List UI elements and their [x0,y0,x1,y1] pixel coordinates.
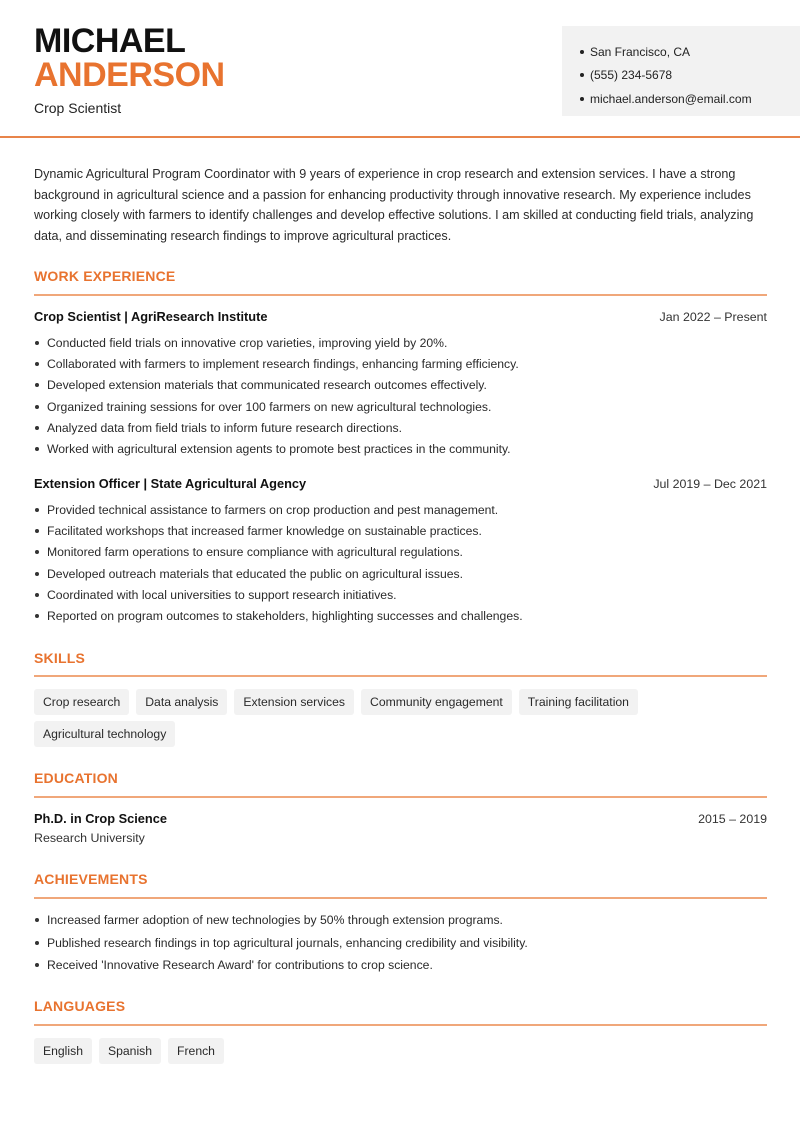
bullet-icon [35,341,39,345]
bullet-icon [35,362,39,366]
list-item-text: Analyzed data from field trials to inform future research directions. [47,420,402,435]
bullet-icon [35,941,39,945]
list-item-text: Coordinated with local universities to support research initiatives. [47,587,397,602]
bullet-icon [580,73,584,77]
list-item-text: Monitored farm operations to ensure compliance with agricultural regulations. [47,545,463,560]
school-name: Research University [34,831,145,845]
list-item [34,396,767,417]
list-item [34,520,767,541]
language-tag: French [168,1038,224,1064]
list-item [34,375,767,396]
bullet-icon [35,963,39,967]
job-date: Jan 2022 – Present [659,309,767,324]
job-role: Crop Scientist | AgriResearch Institute [34,309,268,324]
list-item [34,438,767,459]
bullet-icon [35,508,39,512]
bullet-icon [35,550,39,554]
job-header [34,476,767,491]
contact-phone [580,64,800,88]
list-item [34,932,767,955]
language-tag: English [34,1038,92,1064]
job-title: Crop Scientist [34,100,122,116]
list-item [34,332,767,353]
list-item [34,353,767,374]
bullet-icon [35,447,39,451]
section-title-achievements: ACHIEVEMENTS [34,871,148,887]
list-item [34,417,767,438]
list-item-text: Conducted field trials on innovative crop varieties, improving yield by 20%. [47,335,448,350]
job-bullets [34,499,767,627]
bullet-icon [35,383,39,387]
section-divider [34,294,767,296]
list-item [34,542,767,563]
section-divider [34,796,767,798]
languages-list [34,1038,774,1070]
list-item-text: Developed outreach materials that educated the public on agricultural issues. [47,566,463,581]
list-item-text: Published research findings in top agricultural journals, enhancing credibility and visibility. [47,935,528,950]
list-item-text: Organized training sessions for over 100 farmers on new agricultural technologies. [47,399,492,414]
list-item [34,605,767,626]
list-item-text: Increased farmer adoption of new technologies by 50% through extension programs. [47,913,503,928]
contact-location-text: San Francisco, CA [590,44,691,59]
skill-tag: Training facilitation [519,689,638,715]
job-bullets [34,332,767,460]
skill-tag: Data analysis [136,689,227,715]
degree: Ph.D. in Crop Science [34,811,167,826]
list-item-text: Developed extension materials that communicated research outcomes effectively. [47,378,487,393]
list-item-text: Collaborated with farmers to implement research findings, enhancing farming efficiency. [47,356,519,371]
contact-email [580,87,800,111]
list-item-text: Facilitated workshops that increased farmer knowledge on sustainable practices. [47,523,482,538]
skills-list [34,689,774,753]
bullet-icon [580,50,584,54]
section-divider [34,897,767,899]
contact-box [562,26,800,116]
last-name: ANDERSON [34,56,225,94]
list-item [34,584,767,605]
education-header [34,811,767,826]
job-header [34,309,767,324]
section-title-work: WORK EXPERIENCE [34,268,176,284]
resume-header [0,0,800,138]
bullet-icon [35,593,39,597]
skill-tag: Extension services [234,689,354,715]
bullet-icon [580,97,584,101]
bullet-icon [35,572,39,576]
list-item-text: Received 'Innovative Research Award' for contributions to crop science. [47,958,433,973]
contact-phone-text: (555) 234-5678 [590,68,673,83]
summary: Dynamic Agricultural Program Coordinator with 9 years of experience in crop research and extension services. I have a strong background in agricultural science and a passion for enhancing productivity through innovative research. My experience includes working closely with farmers to identify challenges and develop effective solutions. I am skilled at conducting field trials, analyzing data, and disseminating research findings to improve agricultural practices. [34,167,754,243]
section-title-languages: LANGUAGES [34,998,126,1014]
skill-tag: Agricultural technology [34,721,175,747]
achievements-list [34,909,767,977]
section-divider [34,1024,767,1026]
bullet-icon [35,918,39,922]
list-item [34,563,767,584]
bullet-icon [35,405,39,409]
section-divider [34,675,767,677]
language-tag: Spanish [99,1038,161,1064]
first-name: MICHAEL [34,22,186,60]
bullet-icon [35,426,39,430]
contact-location [580,40,800,64]
section-title-skills: SKILLS [34,650,85,666]
education-date: 2015 – 2019 [698,811,767,826]
list-item-text: Worked with agricultural extension agents to promote best practices in the community. [47,442,511,457]
skill-tag: Crop research [34,689,129,715]
list-item-text: Reported on program outcomes to stakeholders, highlighting successes and challenges. [47,609,523,624]
section-title-education: EDUCATION [34,770,118,786]
list-item [34,954,767,977]
contact-email-text: michael.anderson@email.com [590,91,752,106]
list-item [34,499,767,520]
bullet-icon [35,614,39,618]
job-date: Jul 2019 – Dec 2021 [653,476,767,491]
list-item-text: Provided technical assistance to farmers on crop production and pest management. [47,502,499,517]
list-item [34,909,767,932]
job-role: Extension Officer | State Agricultural Agency [34,476,307,491]
skill-tag: Community engagement [361,689,512,715]
bullet-icon [35,529,39,533]
